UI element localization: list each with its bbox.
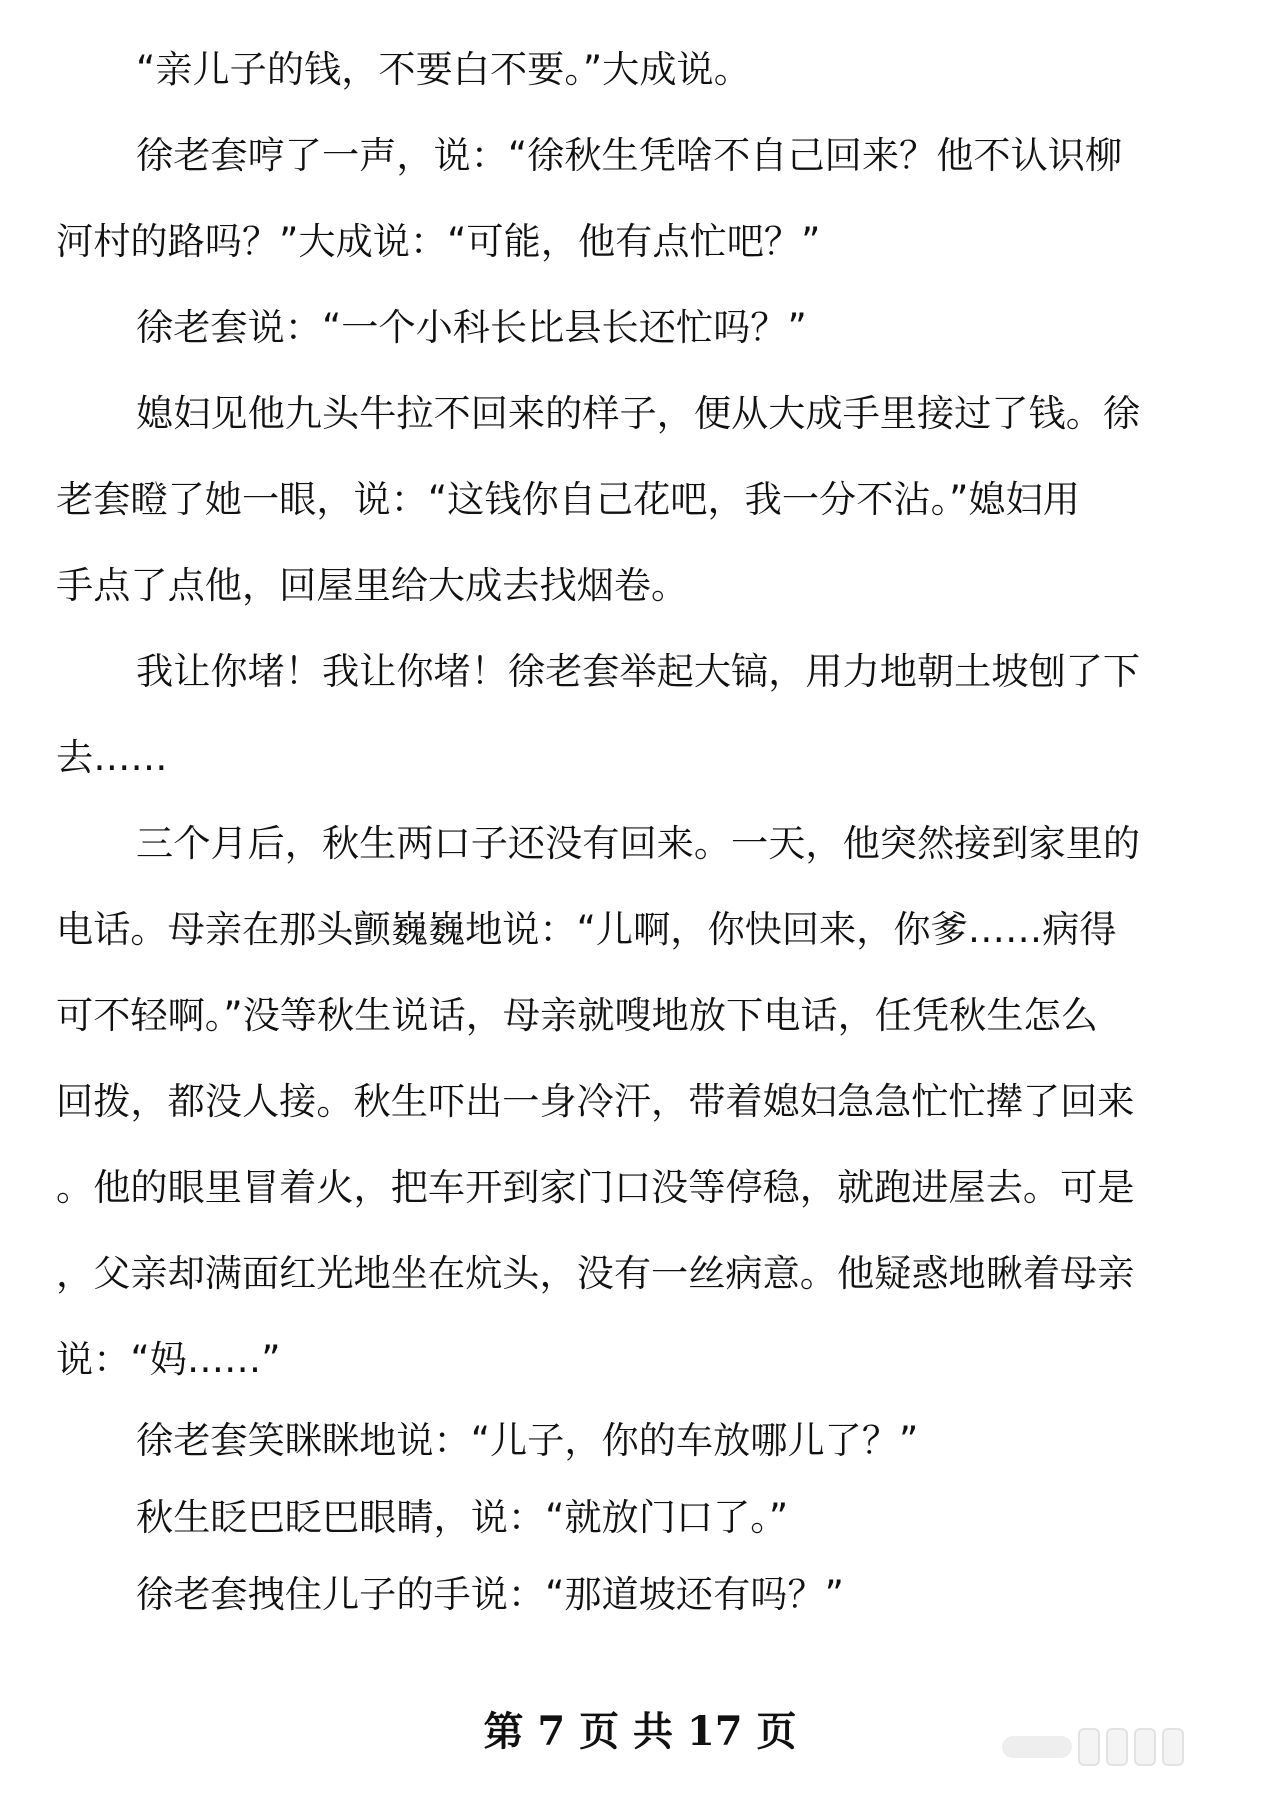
text-line: 徐老套哼了一声，说：“徐秋生凭啥不自己回来？他不认识柳 xyxy=(136,133,1123,177)
text-line: 秋生眨巴眨巴眼睛，说：“就放门口了。” xyxy=(136,1495,789,1539)
text-line: 说：“妈……” xyxy=(56,1337,281,1381)
text-line: 徐老套拽住儿子的手说：“那道坡还有吗？” xyxy=(136,1572,844,1616)
text-line: 徐老套说：“一个小科长比县长还忙吗？” xyxy=(136,305,807,349)
paragraph-2 xyxy=(56,112,1221,284)
watermark-logo xyxy=(1002,1726,1252,1768)
paragraph-7 xyxy=(56,1402,1221,1479)
text-line: 去…… xyxy=(56,735,168,779)
page-number-footer: 第 7 页 共 17 页 xyxy=(483,1708,797,1755)
watermark-shape xyxy=(1002,1736,1072,1758)
watermark-shape xyxy=(1078,1728,1100,1766)
body-text xyxy=(56,26,1221,1633)
text-line: 回拨，都没人接。秋生吓出一身冷汗，带着媳妇急急忙忙撵了回来 xyxy=(56,1079,1135,1123)
paragraph-1 xyxy=(56,26,1221,112)
watermark-shape xyxy=(1134,1728,1156,1766)
paragraph-9 xyxy=(56,1556,1221,1633)
text-line: ，父亲却满面红光地坐在炕头，没有一丝病意。他疑惑地瞅着母亲 xyxy=(56,1251,1135,1295)
paragraph-5 xyxy=(56,628,1221,800)
text-line: 三个月后，秋生两口子还没有回来。一天，他突然接到家里的 xyxy=(136,821,1141,865)
watermark-shape xyxy=(1162,1728,1184,1766)
paragraph-8 xyxy=(56,1479,1221,1556)
text-line: 电话。母亲在那头颤巍巍地说：“儿啊，你快回来，你爹……病得 xyxy=(56,907,1117,951)
text-line: 。他的眼里冒着火，把车开到家门口没等停稳，就跑进屋去。可是 xyxy=(56,1165,1135,1209)
text-line: 可不轻啊。”没等秋生说话，母亲就嗖地放下电话，任凭秋生怎么 xyxy=(56,993,1098,1037)
text-line: 我让你堵！我让你堵！徐老套举起大镐，用力地朝土坡刨了下 xyxy=(136,649,1141,693)
paragraph-4 xyxy=(56,370,1221,628)
text-line: 媳妇见他九头牛拉不回来的样子，便从大成手里接过了钱。徐 xyxy=(136,391,1141,435)
paragraph-3 xyxy=(56,284,1221,370)
text-line: 徐老套笑眯眯地说：“儿子，你的车放哪儿了？” xyxy=(136,1418,919,1462)
watermark-shape xyxy=(1106,1728,1128,1766)
text-line: 河村的路吗？”大成说：“可能，他有点忙吧？” xyxy=(56,219,821,263)
text-line: 老套瞪了她一眼，说：“这钱你自己花吧，我一分不沾。”媳妇用 xyxy=(56,477,1080,521)
paragraph-6 xyxy=(56,800,1221,1402)
text-line: “亲儿子的钱，不要白不要。”大成说。 xyxy=(136,47,751,91)
text-line: 手点了点他，回屋里给大成去找烟卷。 xyxy=(56,563,689,607)
